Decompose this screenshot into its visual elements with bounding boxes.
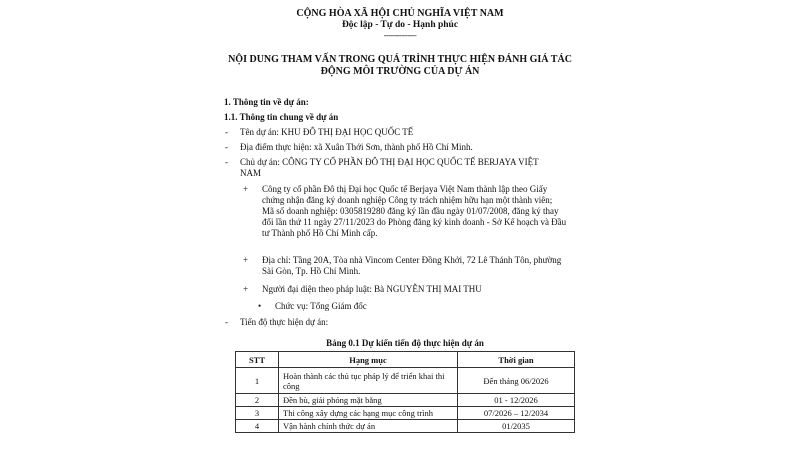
cell-item: Vận hành chính thức dự án	[279, 420, 458, 433]
table-row	[236, 368, 575, 394]
cell-time: 01/2035	[458, 420, 575, 433]
table-row	[236, 394, 575, 407]
schedule-table	[235, 351, 575, 433]
legal-representative: Người đại diện theo pháp luật: Bà NGUYỄN THỊ MAI THU	[262, 284, 482, 294]
address-line-2: Sài Gòn, Tp. Hồ Chí Minh.	[262, 266, 361, 276]
header-divider: ---------------	[383, 31, 417, 40]
cell-stt: 2	[236, 394, 279, 407]
representative-position: Chức vụ: Tổng Giám đốc	[275, 301, 367, 311]
table-row	[236, 407, 575, 420]
company-info-line-1: Công ty cổ phần Đô thị Đại học Quốc tế Berjaya Việt Nam thành lập theo Giấy	[262, 184, 548, 194]
column-header-time: Thời gian	[458, 352, 575, 368]
project-owner-line-2: NAM	[240, 168, 262, 178]
republic-header: CỘNG HÒA XÃ HỘI CHỦ NGHĨA VIỆT NAM	[296, 8, 504, 19]
company-info-line-5: tư Thành phố Hồ Chí Minh cấp.	[262, 228, 378, 238]
cell-item: Hoàn thành các thủ tục pháp lý để triển khai thi công	[279, 368, 458, 394]
title-line-1: NỘI DUNG THAM VẤN TRONG QUÁ TRÌNH THỰC HIỆN ĐÁNH GIÁ TÁC	[228, 54, 572, 65]
plus-bullet: +	[243, 184, 249, 194]
schedule-intro: Tiến độ thực hiện dự án:	[240, 317, 329, 327]
plus-bullet: +	[243, 284, 249, 294]
table-caption: Bảng 0.1 Dự kiến tiến độ thực hiện dự án	[326, 338, 484, 348]
dash-bullet: -	[225, 317, 228, 327]
table-header-row	[236, 352, 575, 368]
company-info-line-2: chứng nhận đăng ký doanh nghiệp Công ty trách nhiệm hữu hạn một thành viên;	[262, 195, 553, 205]
plus-bullet: +	[243, 255, 249, 265]
cell-item: Thi công xây dựng các hạng mục công trình	[279, 407, 458, 420]
cell-time: 07/2026 – 12/2034	[458, 407, 575, 420]
subsection-heading: 1.1. Thông tin chung về dự án	[224, 112, 339, 122]
section-heading: 1. Thông tin về dự án:	[224, 97, 309, 107]
table-row	[236, 420, 575, 433]
project-name: Tên dự án: KHU ĐÔ THỊ ĐẠI HỌC QUỐC TẾ	[240, 127, 414, 137]
dash-bullet: -	[225, 157, 228, 167]
cell-stt: 3	[236, 407, 279, 420]
address-line-1: Địa chỉ: Tầng 20A, Tòa nhà Vincom Center Đồng Khởi, 72 Lê Thánh Tôn, phường	[262, 255, 562, 265]
dot-bullet: •	[258, 301, 262, 311]
cell-time: Đến tháng 06/2026	[458, 368, 575, 394]
document-title	[200, 54, 600, 78]
company-info-line-4: đổi lần thứ 11 ngày 27/11/2023 do Phòng đăng ký kinh doanh - Sở Kế hoạch và Đầu	[262, 217, 567, 227]
cell-time: 01 - 12/2026	[458, 394, 575, 407]
motto: Độc lập - Tự do - Hạnh phúc	[341, 20, 459, 30]
dash-bullet: -	[225, 127, 228, 137]
company-info-line-3: Mã số doanh nghiệp: 0305819280 đăng ký lần đầu ngày 01/07/2008, đăng ký thay	[262, 206, 559, 216]
dash-bullet: -	[225, 142, 228, 152]
title-line-2: ĐỘNG MÔI TRƯỜNG CỦA DỰ ÁN	[320, 66, 480, 77]
cell-stt: 4	[236, 420, 279, 433]
cell-stt: 1	[236, 368, 279, 394]
column-header-item: Hạng mục	[279, 352, 458, 368]
column-header-stt: STT	[236, 352, 279, 368]
project-location: Địa điểm thực hiện: xã Xuân Thới Sơn, thành phố Hồ Chí Minh.	[240, 142, 473, 152]
project-owner-line-1: Chủ dự án: CÔNG TY CỔ PHẦN ĐÔ THỊ ĐẠI HỌC QUỐC TẾ BERJAYA VIỆT	[240, 157, 539, 167]
cell-item: Đền bù, giải phóng mặt bằng	[279, 394, 458, 407]
